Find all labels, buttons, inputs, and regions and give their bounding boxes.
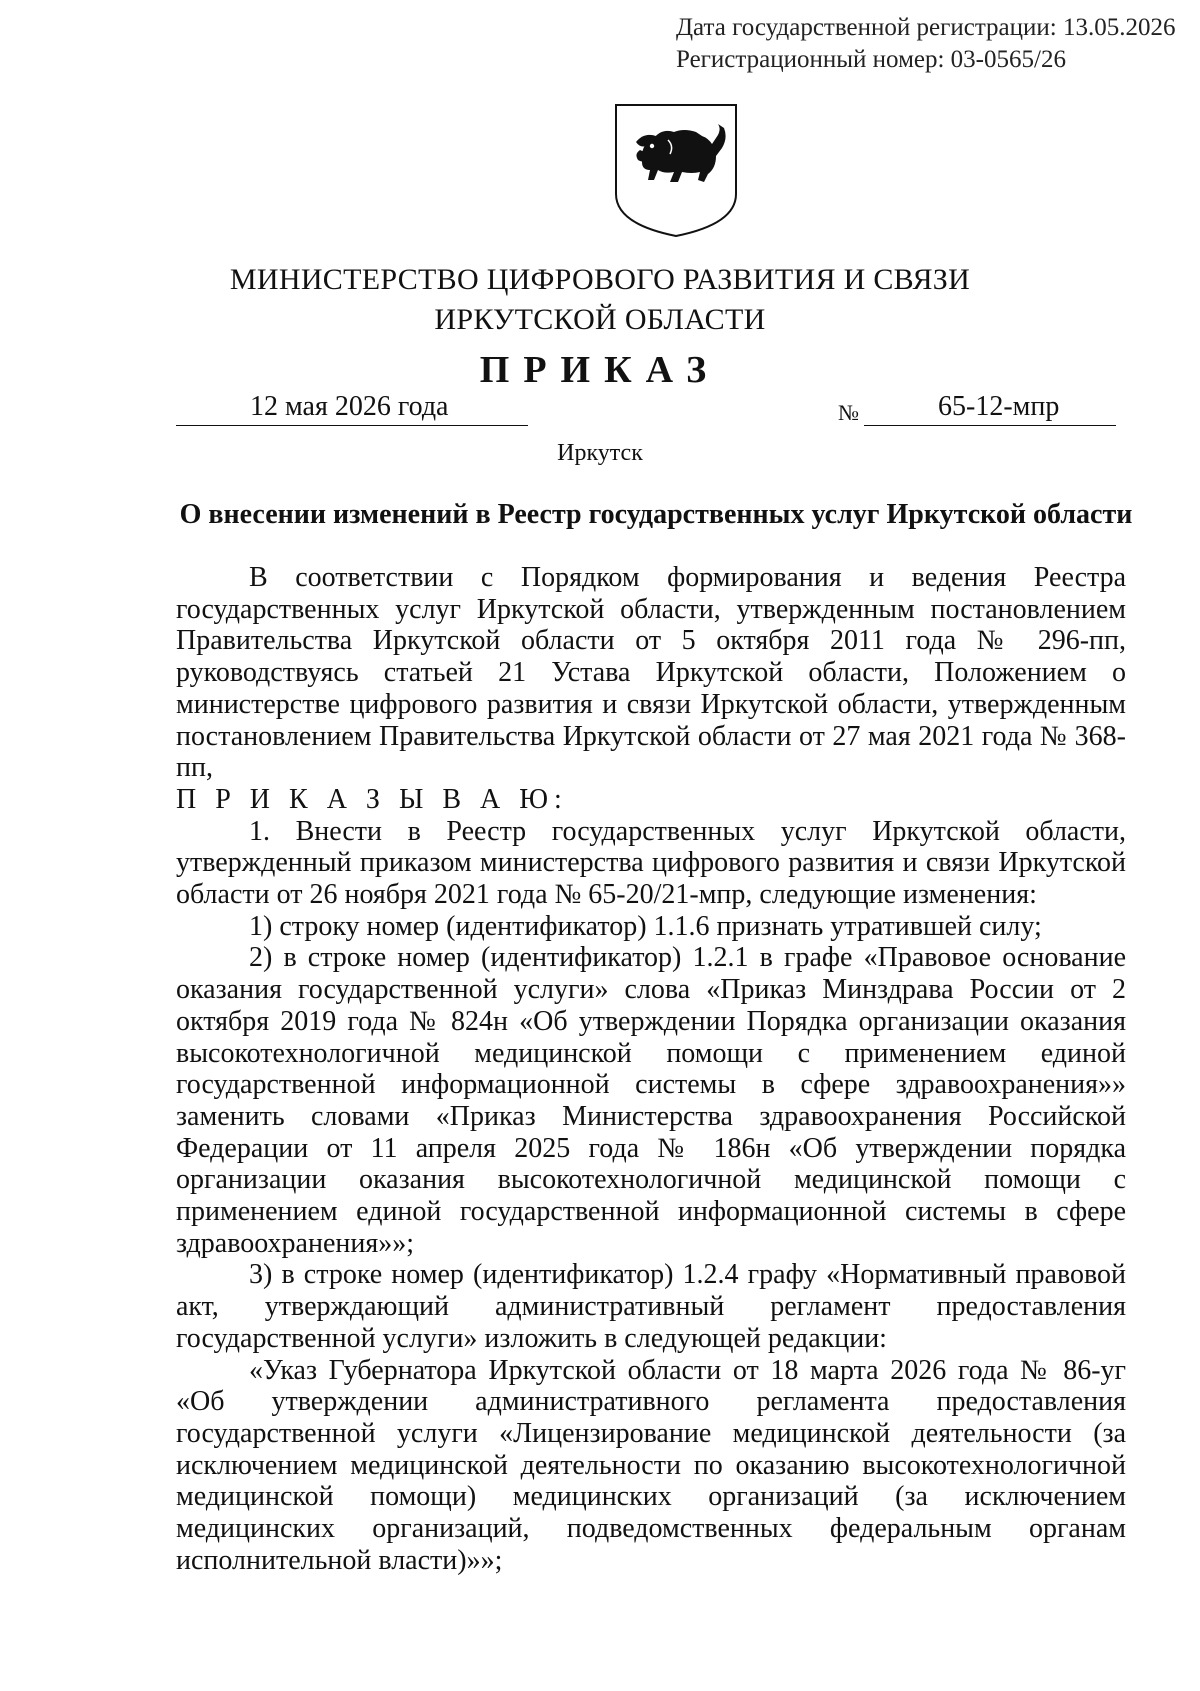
registration-stamp (676, 12, 1176, 76)
order-date: 12 мая 2026 года (176, 389, 528, 426)
ministry-name-line1: МИНИСТЕРСТВО ЦИФРОВОГО РАЗВИТИЯ И СВЯЗИ (229, 263, 971, 296)
order-number: 65-12-мпр (864, 389, 1116, 426)
subitem-3-paragraph: 3) в строке номер (идентификатор) 1.2.4 графу «Нормативный правовой акт, утверждающий административный регламент предоставления государственной услуги» изложить в следующей редакции: (176, 1259, 1126, 1354)
registration-number: Регистрационный номер: 03-0565/26 (676, 46, 1066, 73)
order-word: П Р И К А З Ы В А Ю: (176, 783, 568, 815)
quote-paragraph: «Указ Губернатора Иркутской области от 18 марта 2026 года № 86-уг «Об утверждении административного регламента предоставления государственной услуги «Лицензирование медицинской деятельности (за исключением медицинской деятельности по оказанию высокотехнологичной медицинской помощи) медицинских организаций (за исключением медицинских организаций, подведомственных федеральным органам исполнительной власти)»»; (176, 1354, 1126, 1576)
document-type: ПРИКАЗ (479, 349, 721, 391)
preamble-paragraph: В соответствии с Порядком формирования и ведения Реестра государственных услуг Иркутской области, утвержденным постановлением Правительства Иркутской области от 5 октября 2011 года № 296-пп, руководствуясь статьей 21 Устава Иркутской области, Положением о министерстве цифрового развития и связи Иркутской области, утвержденным постановлением Правительства Иркутской области от 27 мая 2021 года № 368-пп, (176, 562, 1126, 784)
city: Иркутск (557, 440, 643, 466)
ministry-name-line2: ИРКУТСКОЙ ОБЛАСТИ (434, 303, 766, 336)
item-1-paragraph: 1. Внести в Реестр государственных услуг Иркутской области, утвержденный приказом министерства цифрового развития и связи Иркутской области от 26 ноября 2021 года № 65-20/21-мпр, следующие изменения: (176, 815, 1126, 911)
document-body (176, 562, 1126, 1577)
document-title: О внесении изменений в Реестр государственных услуг Иркутской области (179, 499, 1133, 530)
subitem-2-paragraph: 2) в строке номер (идентификатор) 1.2.1 в графе «Правовое основание оказания государственной услуги» слова «Приказ Минздрава России от 2 октября 2019 года № 824н «Об утверждении Порядка организации оказания высокотехнологичной медицинской помощи с применением единой государственной информационной системы в сфере здравоохранения»» заменить словами «Приказ Министерства здравоохранения Российской Федерации от 11 апреля 2025 года № 186н «Об утверждении порядка организации оказания высокотехнологичной медицинской помощи с применением единой государственной информационной системы в сфере здравоохранения»»; (176, 942, 1126, 1259)
coat-of-arms-icon (612, 102, 740, 239)
number-sign: № (838, 400, 859, 425)
registration-date: Дата государственной регистрации: 13.05.2026 (676, 14, 1176, 41)
subitem-1-paragraph: 1) строку номер (идентификатор) 1.1.6 признать утратившей силу; (249, 910, 1042, 942)
